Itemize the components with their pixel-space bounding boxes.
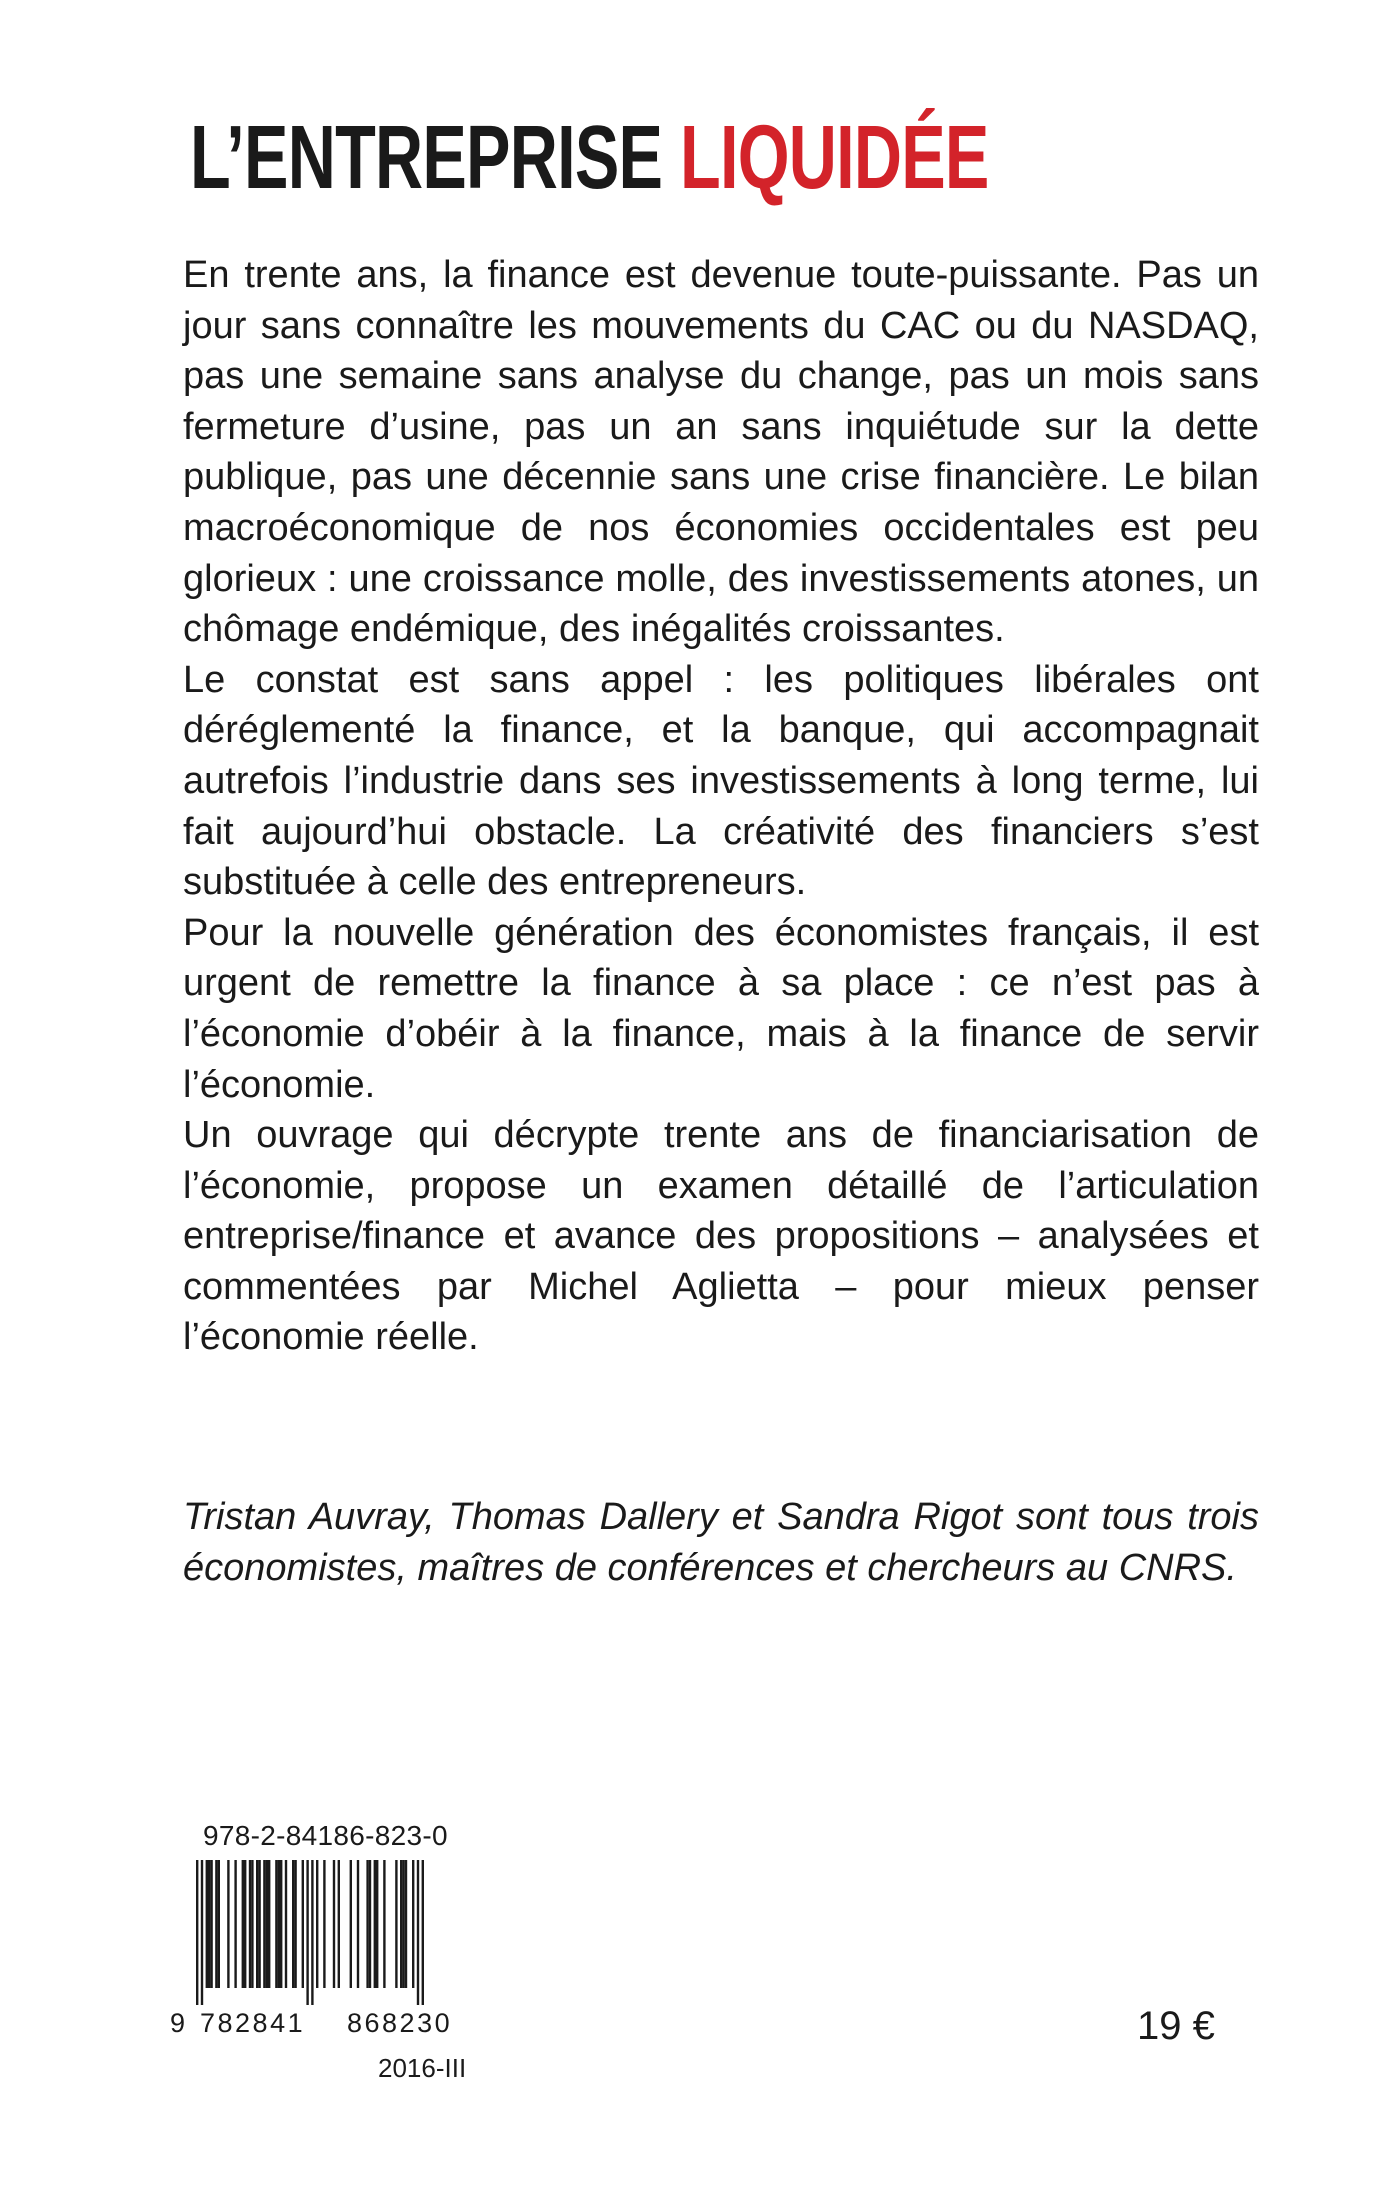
barcode-bar [234,1860,236,1988]
edition-code: 2016-III [378,2053,467,2083]
barcode-bar [294,1860,296,1988]
barcode-bar [251,1860,253,1988]
barcode-bar [263,1860,265,1988]
barcode-bar [311,1860,313,2005]
price-label: 19 € [1137,2004,1215,2048]
barcode-bar [218,1860,220,1988]
barcode-bar [302,1860,304,1988]
barcode-bar [333,1860,335,1988]
barcode-bar [366,1860,368,1988]
barcode-bar [316,1860,318,1988]
barcode-bar [400,1860,402,1988]
barcode-bar [376,1860,378,1988]
barcode-digits-left: 782841 [200,2008,306,2038]
barcode-bar [338,1860,340,1988]
barcode-bar [357,1860,359,1988]
barcode-bar [258,1860,260,1988]
barcode-bar [306,1860,308,2005]
blurb-paragraph-2: Le constat est sans appel : les politiques libérales ont déréglementé la finance, et la banque, qui accompagnait autrefois l’industrie dans ses investissements à long terme, lui fait aujourd’hui obstacle. La créativité des financiers s’est substituée à celle des entrepreneurs. [183,658,1259,904]
barcode-bar [242,1860,244,1988]
barcode-bar [256,1860,258,1988]
barcode-bar [208,1860,210,1988]
barcode-graphic [168,1860,488,2010]
barcode-bar [275,1860,277,1988]
blurb-paragraph-3: Pour la nouvelle génération des économistes français, il est urgent de remettre la finance à sa place : ce n’est pas à l’économie d’obéir à la finance, mais à la finance de servir l’économie. [183,911,1259,1106]
barcode-bar [206,1860,208,1988]
authors-bio: Tristan Auvray, Thomas Dallery et Sandra Rigot sont tous trois économistes, maîtres de conférences et chercheurs au CNRS. [183,1496,1259,1589]
barcode-bar [405,1860,407,1988]
barcode-bar [323,1860,325,1988]
barcode-bar [268,1860,270,1988]
barcode-bar [369,1860,371,1988]
barcode-bar [417,1860,419,2005]
isbn-number: 978-2-84186-823-0 [203,1820,448,1851]
blurb-paragraph-1: En trente ans, la finance est devenue toute-puissante. Pas un jour sans connaître les mouvements du CAC ou du NASDAQ, pas une semaine sans analyse du change, pas un mois sans fermeture d’usine, pas un an sans inquiétude sur la dette publique, pas une décennie sans une crise financière. Le bilan macroéconomique de nos économies occidentales est peu glorieux : une croissance molle, des investissements atones, un chômage endémique, des inégalités croissantes. [183,254,1259,651]
barcode-bar [350,1860,352,1988]
barcode-bar [278,1860,280,1988]
barcode-bar [280,1860,282,1988]
barcode-bar [412,1860,414,1988]
barcode-bar [374,1860,376,1988]
barcode-first-digit: 9 [170,2008,186,2038]
barcode-bar [395,1860,397,1988]
title-part-red: LIQUIDÉE [679,108,989,208]
barcode-bar [215,1860,217,1988]
barcode-bar [402,1860,404,1988]
barcode-bar [285,1860,287,1988]
barcode-bar [196,1860,198,2005]
barcode-bar [227,1860,229,1988]
barcode-bar [383,1860,385,1988]
barcode-bar [249,1860,251,1988]
barcode-bar [210,1860,212,1988]
title-part-black: L’ENTREPRISE [190,108,663,208]
barcode [168,1860,488,1990]
barcode-bar [201,1860,203,2005]
barcode-bar [422,1860,424,2005]
barcode-bar [292,1860,294,1988]
back-cover-blurb [183,250,1259,1363]
barcode-bar [266,1860,268,1988]
barcode-digits-right: 868230 [347,2008,453,2038]
barcode-bar [244,1860,246,1988]
book-title [190,108,989,208]
blurb-paragraph-4: Un ouvrage qui décrypte trente ans de financiarisation de l’économie, propose un examen détaillé de l’articulation entreprise/finance et avance des propositions – analysées et commentées par Michel Aglietta – pour mieux penser l’économie réelle. [183,1114,1259,1359]
